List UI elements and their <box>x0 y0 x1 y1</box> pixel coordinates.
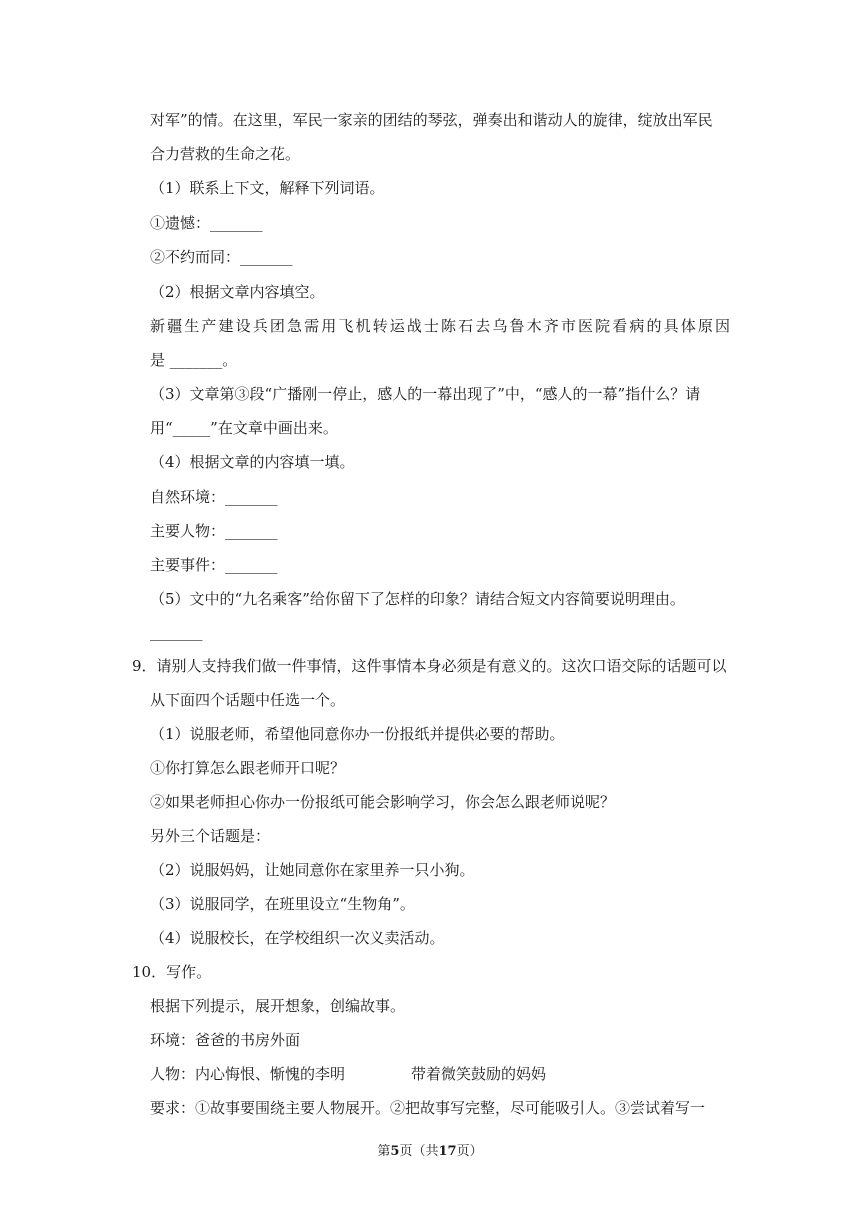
answer-blank-line: ①遗憾：_______ <box>150 214 263 232</box>
answer-blank-line: ②不约而同：_______ <box>150 248 293 266</box>
topic-item: （1）说服老师，希望他同意你办一份报纸并提供必要的帮助。 <box>150 725 565 743</box>
sub-question: ①你打算怎么跟老师开口呢？ <box>150 759 346 777</box>
text-line <box>150 1064 546 1084</box>
text-line: 根据下列提示，展开想象，创编故事。 <box>150 997 406 1015</box>
question-8-part-5: （5）文中的“九名乘客”给你留下了怎样的印象？请结合短文内容简要说明理由。 <box>150 590 685 608</box>
text-line: 要求：①故事要围绕主要人物展开。②把故事写完整，尽可能吸引人。③尝试着写一 <box>150 1099 706 1117</box>
topic-item: （4）说服校长，在学校组织一次义卖活动。 <box>150 929 445 947</box>
text-line: 从下面四个话题中任选一个。 <box>150 691 346 709</box>
question-8-part-3: （3）文章第③段“广播刚一停止，感人的一幕出现了”中，“感人的一幕”指什么？请 <box>150 385 701 403</box>
answer-blank-line: 主要人物：_______ <box>150 522 278 540</box>
answer-blank-line: 是 _______。 <box>150 351 238 369</box>
question-10-stem: 10．写作。 <box>132 963 212 981</box>
answer-blank-line: 主要事件：_______ <box>150 556 278 574</box>
character-2: 带着微笑鼓励的妈妈 <box>411 1065 547 1083</box>
topic-item: （3）说服同学，在班里设立“生物角”。 <box>150 895 415 913</box>
text-line: 对军”的情。在这里，军民一家亲的团结的琴弦，弹奏出和谐动人的旋律，绽放出军民 <box>150 111 713 129</box>
topic-item: （2）说服妈妈，让她同意你在家里养一只小狗。 <box>150 861 475 879</box>
page-number: 5 <box>390 1144 400 1159</box>
text-line: 另外三个话题是： <box>150 827 271 845</box>
page-footer: 第5页（共17页） <box>377 1144 483 1159</box>
sub-question: ②如果老师担心你办一份报纸可能会影响学习，你会怎么跟老师说呢？ <box>150 793 616 811</box>
character-1: 人物：内心悔恨、惭愧的李明 <box>150 1065 346 1083</box>
page-total: 17 <box>438 1144 457 1159</box>
question-8-part-2: （2）根据文章内容填空。 <box>150 283 325 301</box>
text-line: 新疆生产建设兵团急需用飞机转运战士陈石去乌鲁木齐市医院看病的具体原因 <box>150 317 730 335</box>
text-line: 环境：爸爸的书房外面 <box>150 1031 301 1049</box>
question-9-stem: 9．请别人支持我们做一件事情，这件事情本身必须是有意义的。这次口语交际的话题可以 <box>132 657 727 675</box>
question-8-part-4: （4）根据文章的内容填一填。 <box>150 453 355 471</box>
text-line: 用“_____”在文章中画出来。 <box>150 419 338 437</box>
answer-blank-line: _______ <box>150 623 203 641</box>
answer-blank-line: 自然环境：_______ <box>150 488 278 506</box>
text-line: 合力营救的生命之花。 <box>150 145 301 163</box>
question-8-part-1: （1）联系上下文，解释下列词语。 <box>150 179 385 197</box>
